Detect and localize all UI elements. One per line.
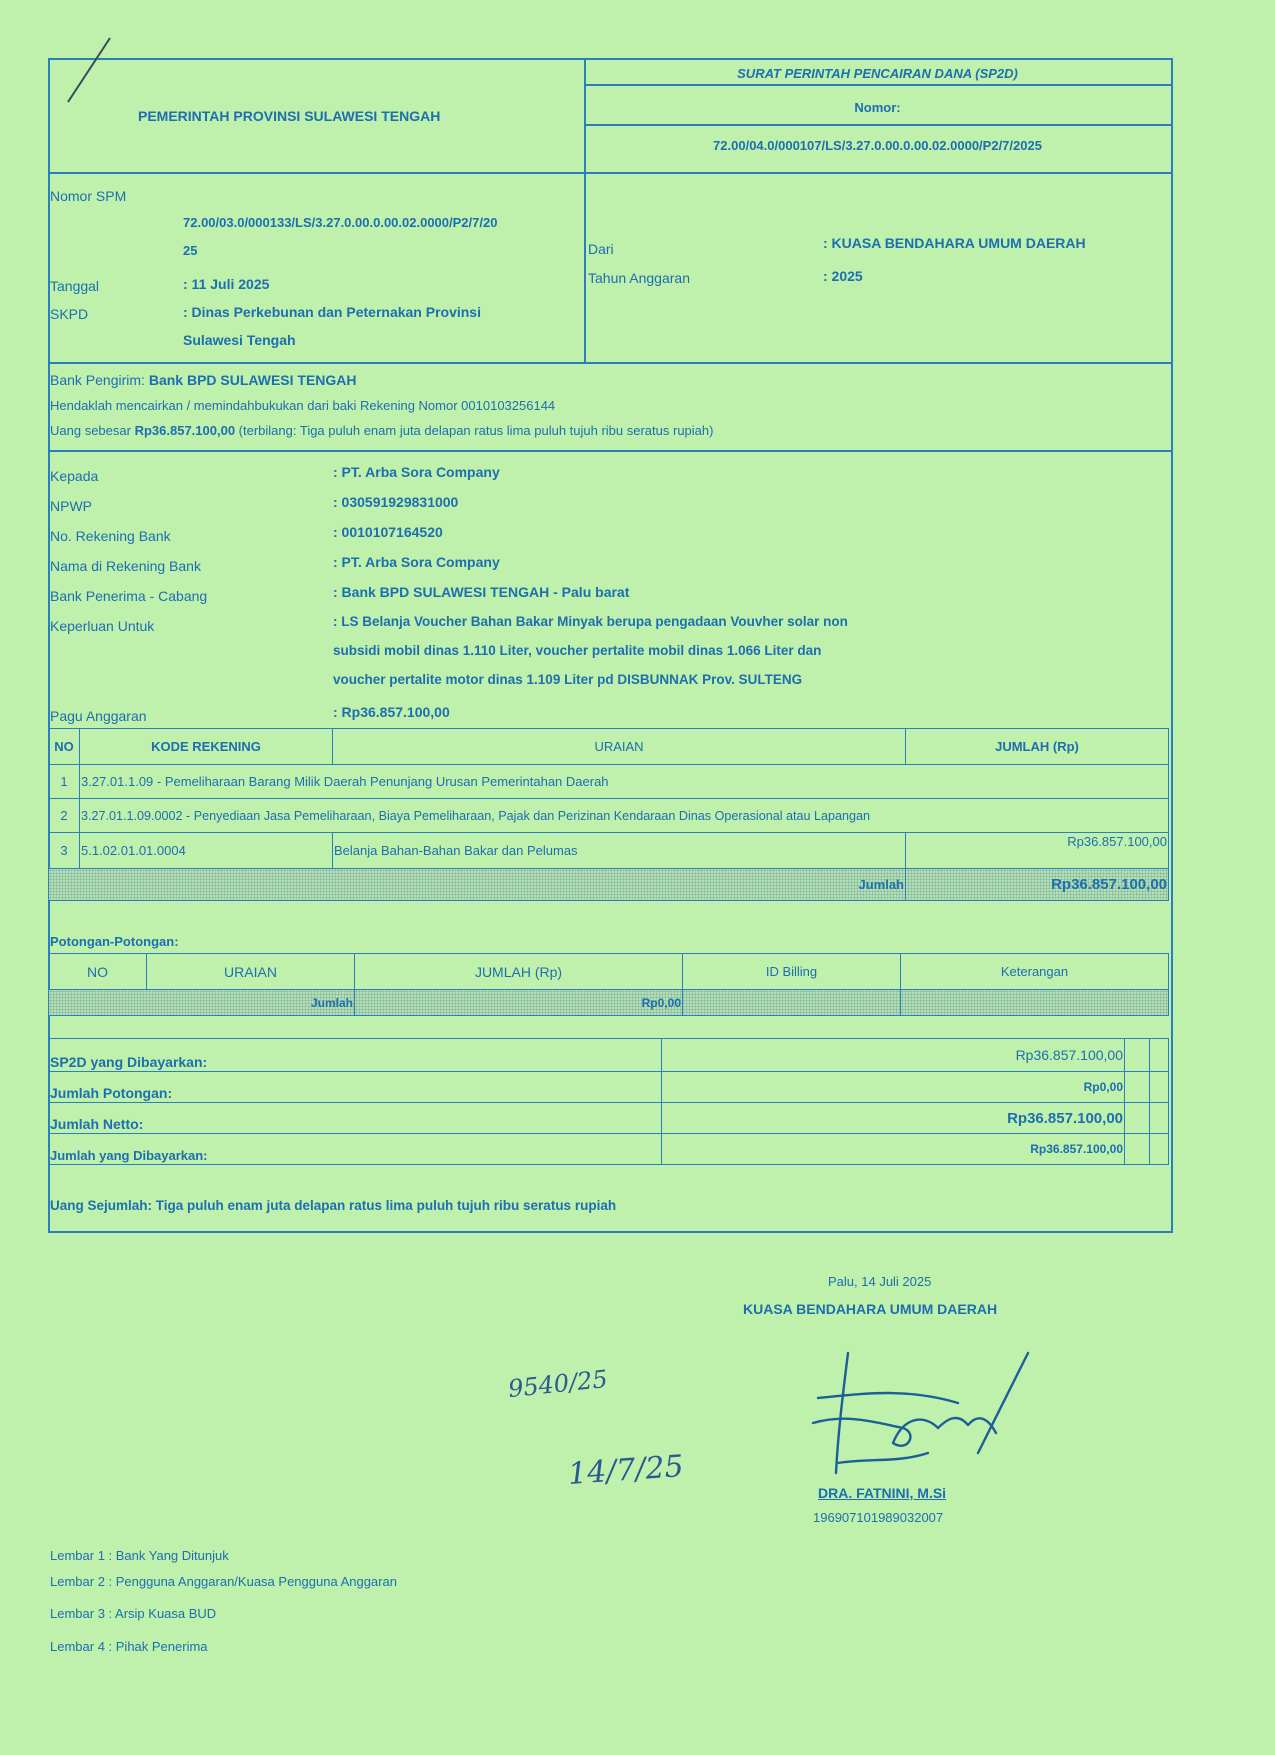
tahun-label: Tahun Anggaran <box>588 270 690 286</box>
jumlah-dibayar-value: Rp36.857.100,00 <box>662 1134 1125 1165</box>
keperluan-line-1: : LS Belanja Voucher Bahan Bakar Minyak berupa pengadaan Vouvher solar non <box>333 614 848 629</box>
signature-nip: 196907101989032007 <box>813 1510 944 1525</box>
handwritten-note-date: 14/7/25 <box>566 1449 685 1492</box>
keperluan-label: Keperluan Untuk <box>50 618 155 634</box>
copy-item: Lembar 1 : Bank Yang Ditunjuk <box>50 1548 229 1563</box>
bank-pengirim-value: Bank BPD SULAWESI TENGAH <box>148 372 357 388</box>
col-jumlah: JUMLAH (Rp) <box>355 954 683 990</box>
header-government <box>48 58 586 172</box>
row-uraian: Belanja Bahan-Bahan Bakar dan Pelumas <box>333 833 906 869</box>
col-no: NO <box>49 729 80 765</box>
bank-instruction: Hendaklah mencairkan / memindahbukukan dari baki Rekening Nomor 0010103256144 <box>50 398 556 413</box>
bank-amount <box>50 423 713 438</box>
col-jumlah: JUMLAH (Rp) <box>906 729 1169 765</box>
potongan-total-row <box>49 990 1169 1016</box>
row-no: 2 <box>49 799 80 833</box>
row-kode: 3.27.01.1.09.0002 - Penyediaan Jasa Pemeliharaan, Biaya Pemeliharaan, Pajak dan Perizinan Kendaraan Dinas Operasional atau Lapangan <box>80 799 1169 833</box>
potongan-table <box>48 953 1169 1016</box>
amount-value: Rp36.857.100,00 <box>134 423 236 438</box>
rekening-total-row <box>49 869 1169 901</box>
pagu-value: : Rp36.857.100,00 <box>333 704 450 720</box>
potongan-title: Potongan-Potongan: <box>50 934 179 949</box>
dari-label: Dari <box>588 241 614 257</box>
summary-table <box>48 1038 1169 1165</box>
bank-penerima-label: Bank Penerima - Cabang <box>50 588 208 604</box>
spm-nomor-label: Nomor SPM <box>50 188 127 204</box>
row-no: 3 <box>49 833 80 869</box>
sp2d-dibayarkan-value: Rp36.857.100,00 <box>662 1039 1125 1072</box>
signature-scribble <box>808 1333 1048 1483</box>
sp2d-dibayarkan-label: SP2D yang Dibayarkan: <box>49 1039 662 1072</box>
pagu-label: Pagu Anggaran <box>50 708 147 724</box>
col-no: NO <box>49 954 147 990</box>
dari-value: : KUASA BENDAHARA UMUM DAERAH <box>823 235 1086 251</box>
col-keterangan: Keterangan <box>901 954 1169 990</box>
signature-name: DRA. FATNINI, M.Si <box>818 1485 947 1501</box>
row-kode: 3.27.01.1.09 - Pemeliharaan Barang Milik Daerah Penunjang Urusan Pemerintahan Daerah <box>80 765 1169 799</box>
rekening-table-header <box>49 729 1169 765</box>
rekening-table <box>48 728 1169 901</box>
jumlah-netto-label: Jumlah Netto: <box>49 1103 662 1134</box>
keperluan-line-2: subsidi mobil dinas 1.110 Liter, voucher pertalite mobil dinas 1.066 Liter dan <box>333 643 822 658</box>
rekening-label: No. Rekening Bank <box>50 528 171 544</box>
jumlah-netto-value: Rp36.857.100,00 <box>662 1103 1125 1134</box>
table-row <box>49 765 1169 799</box>
nomor-value: 72.00/04.0/000107/LS/3.27.0.00.0.00.02.0000/P2/7/2025 <box>713 138 1042 153</box>
tahun-value: : 2025 <box>823 268 863 284</box>
npwp-value: : 030591929831000 <box>333 494 459 510</box>
kepada-value: : PT. Arba Sora Company <box>333 464 500 480</box>
signature-title: KUASA BENDAHARA UMUM DAERAH <box>743 1301 998 1317</box>
rekening-value: : 0010107164520 <box>333 524 443 540</box>
amount-words: (terbilang: Tiga puluh enam juta delapan ratus lima puluh tujuh ribu seratus rupiah) <box>238 423 714 438</box>
spm-nomor-value-cont: 25 <box>183 243 198 258</box>
handwritten-note-number: 9540/25 <box>506 1364 609 1404</box>
col-uraian: URAIAN <box>147 954 355 990</box>
amount-label: Uang sebesar <box>50 423 131 438</box>
kepada-label: Kepada <box>50 468 99 484</box>
col-uraian: URAIAN <box>333 729 906 765</box>
sp2d-title: SURAT PERINTAH PENCAIRAN DANA (SP2D) <box>737 66 1018 81</box>
copy-item: Lembar 4 : Pihak Penerima <box>50 1639 208 1654</box>
nomor-label: Nomor: <box>854 100 901 115</box>
summary-row <box>49 1072 1169 1103</box>
summary-row <box>49 1134 1169 1165</box>
spm-tanggal-label: Tanggal <box>50 278 100 294</box>
potongan-total-value: Rp0,00 <box>355 990 683 1016</box>
npwp-label: NPWP <box>50 498 92 514</box>
summary-row <box>49 1103 1169 1134</box>
spm-skpd-value-cont: Sulawesi Tengah <box>183 332 296 348</box>
row-kode: 5.1.02.01.01.0004 <box>80 833 333 869</box>
copy-item: Lembar 3 : Arsip Kuasa BUD <box>50 1606 217 1621</box>
jumlah-potongan-value: Rp0,00 <box>662 1072 1125 1103</box>
potongan-total-label: Jumlah <box>49 990 355 1016</box>
total-value: Rp36.857.100,00 <box>906 869 1169 901</box>
row-jumlah: Rp36.857.100,00 <box>906 833 1169 869</box>
bank-pengirim <box>50 372 357 388</box>
uang-sejumlah: Uang Sejumlah: Tiga puluh enam juta delapan ratus lima puluh tujuh ribu seratus rupiah <box>50 1198 617 1213</box>
header-sp2d <box>584 58 1171 172</box>
government-title: PEMERINTAH PROVINSI SULAWESI TENGAH <box>138 108 441 124</box>
col-kode: KODE REKENING <box>80 729 333 765</box>
keperluan-line-3: voucher pertalite motor dinas 1.109 Liter pd DISBUNNAK Prov. SULTENG <box>333 672 803 687</box>
table-row <box>49 799 1169 833</box>
spm-skpd-value: : Dinas Perkebunan dan Peternakan Provinsi <box>183 304 481 320</box>
row-no: 1 <box>49 765 80 799</box>
spm-nomor-value: 72.00/03.0/000133/LS/3.27.0.00.0.00.02.0000/P2/7/20 <box>183 215 498 230</box>
total-label: Jumlah <box>49 869 906 901</box>
table-row <box>49 833 1169 869</box>
potongan-table-header <box>49 954 1169 990</box>
bank-penerima-value: : Bank BPD SULAWESI TENGAH - Palu barat <box>333 584 630 600</box>
jumlah-dibayar-label: Jumlah yang Dibayarkan: <box>49 1134 662 1165</box>
nama-rekening-value: : PT. Arba Sora Company <box>333 554 500 570</box>
bank-pengirim-label: Bank Pengirim: <box>50 372 145 388</box>
summary-row <box>49 1039 1169 1072</box>
jumlah-potongan-label: Jumlah Potongan: <box>49 1072 662 1103</box>
spm-tanggal-value: : 11 Juli 2025 <box>183 276 270 292</box>
pen-mark-decoration <box>60 30 120 110</box>
signature-place-date: Palu, 14 Juli 2025 <box>828 1274 932 1289</box>
copy-item: Lembar 2 : Pengguna Anggaran/Kuasa Pengguna Anggaran <box>50 1574 397 1589</box>
nama-rekening-label: Nama di Rekening Bank <box>50 558 201 574</box>
col-id-billing: ID Billing <box>683 954 901 990</box>
spm-skpd-label: SKPD <box>50 306 89 322</box>
